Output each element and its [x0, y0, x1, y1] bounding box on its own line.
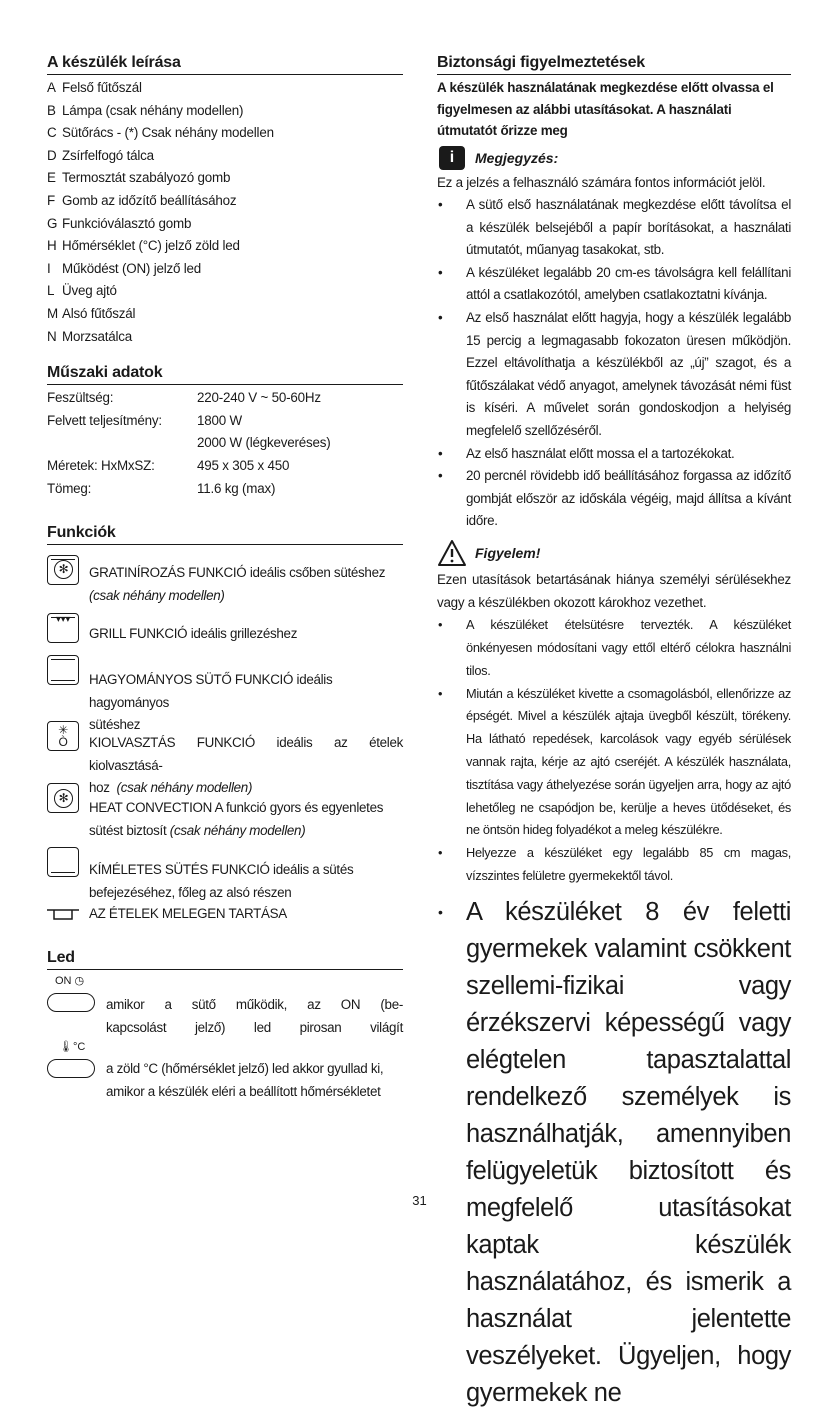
warning-bullets [437, 614, 791, 888]
safety-title: Biztonsági figyelmeztetések [437, 54, 791, 75]
function-keepwarm: AZ ÉTELEK MELEGEN TARTÁSA [47, 903, 403, 929]
spec-row: Tömeg: 11.6 kg (max) [47, 480, 276, 496]
list-item: • A sütő első használatának megkezdése előtt távolítsa el a készülék belsejéből a papír borításokat, a használati útmutatót, műanyag tasakokat, stb. [437, 194, 791, 262]
note-text: Ez a jelzés a felhasználó számára fontos információt jelöl. [437, 174, 766, 190]
function-gentle: KÍMÉLETES SÜTÉS FUNKCIÓ ideális a sütés befejezéséhez, főleg az alsó részen [47, 847, 403, 897]
function-traditional: HAGYOMÁNYOS SÜTŐ FUNKCIÓ ideális hagyományos sütéshez [47, 657, 403, 707]
list-item: • A készüléket legalább 20 cm-es távolságra kell felállítani attól a csatlakozótól, amelyben csatlakoztatni kívánja. [437, 262, 791, 307]
page-number: 31 [412, 1193, 427, 1208]
list-item: B Lámpa (csak néhány modellen) [47, 102, 244, 118]
list-item: • A készüléket ételsütésre tervezték. A készüléket önkényesen módosítani vagy ettől eltérő célokra használni tilos. [437, 614, 791, 682]
gentle-bake-icon [47, 847, 79, 877]
grill-icon: ▾▾▾ [47, 613, 79, 643]
list-item: A Felső fűtőszál [47, 80, 142, 95]
function-defrost: ✳ Ò KIOLVASZTÁS FUNKCIÓ ideális az ételek kiolvasztásá- hoz (csak néhány modellen) [47, 721, 403, 769]
warning-triangle-icon [437, 539, 467, 567]
spec-row: Felvett teljesítmény: 1800 W [47, 412, 242, 428]
list-item: • Helyezze a készüléket egy legalább 85 cm magas, vízszintes felületre gyermekektől távol. [437, 842, 791, 888]
spec-row: Méretek: HxMxSZ: 495 x 305 x 450 [47, 457, 290, 473]
convection-fan-icon: ✻ [47, 783, 79, 813]
left-column [47, 54, 403, 1102]
list-item: H Hőmérséklet (°C) jelző zöld led [47, 238, 240, 254]
list-item: G Funkcióválasztó gomb [47, 215, 192, 231]
function-gratin: ✻ GRATINÍROZÁS FUNKCIÓ ideális csőben sütéshez (csak néhány modellen) [47, 555, 403, 605]
list-item: L Üveg ajtó [47, 283, 117, 299]
warning-heading [437, 537, 791, 569]
list-item: F Gomb az időzítő beállításához [47, 192, 237, 208]
list-item: • Az első használat előtt hagyja, hogy a készülék legalább 15 percig a legmagasabb fokozaton üresen működjön. Ezzel eltávolíthatja a készülékből az „új” szagot, és a fűtőszálakat védő anyagot, amelynek távozását némi füst is kíséri. A művelet során gondoskodjon a helyiség megfelelő szellőzéséről. [437, 307, 791, 443]
right-column [437, 54, 791, 1412]
list-item: • Miután a készüléket kivette a csomagolásból, ellenőrizze az épségét. Mivel a készülék ajtaja üvegből készült, törékeny. Ha látható repedések, karcolások vagy egyéb sérülések vannak rajta, kérje az ajtó cseréjét. A készülék használata, tisztítása vagy áthelyezése során ügyeljen arra, hogy az ajtó lehetőleg ne csapódjon be, kerülje a heves ütődéseket, és ne öntsön hideg folyadékot a meleg készülékre. [437, 683, 791, 843]
function-grill: ▾▾▾ GRILL FUNKCIÓ ideális grillezéshez [47, 615, 403, 647]
list-item: I Működést (ON) jelző led [47, 260, 202, 276]
temperature-led-indicator [47, 1059, 95, 1078]
list-item: • Az első használat előtt mossa el a tartozékokat. [437, 443, 791, 466]
info-icon: i [439, 146, 465, 170]
list-item: E Termosztát szabályozó gomb [47, 170, 231, 186]
safety-intro: A készülék használatának megkezdése előtt olvassa el figyelmesen az alábbi utasításokat. A használati útmutatót őrizze meg [437, 80, 774, 138]
list-item: • 20 percnél rövidebb idő beállításához forgassa az időzítő gombját először az időskála végéig, majd állítsa a kívánt időre. [437, 465, 791, 533]
on-caption: ON ◷ [55, 975, 85, 988]
traditional-oven-icon [47, 655, 79, 685]
on-led-indicator [47, 993, 95, 1012]
led-section: ON ◷ amikor a sütő működik, az ON (be- kapcsolást jelző) led pirosan világít 🌡°C a zöld °C (hőmérséklet jelző) led akkor gyullad ki, amikor a készülék eléri a beállított hőmérsékletet [47, 972, 403, 1102]
spec-row: Feszültség: 220-240 V ~ 50-60Hz [47, 390, 321, 406]
list-item: M Alsó fűtőszál [47, 305, 136, 321]
note-bullets [437, 194, 791, 533]
functions-title: Funkciók [47, 524, 403, 545]
gratin-icon: ✻ [47, 555, 79, 585]
note-heading [437, 144, 791, 172]
warning-text: Ezen utasítások betartásának hiánya személyi sérülésekhez vagy a készülékben okozott károkhoz vezethet. [437, 572, 791, 610]
list-item: N Morzsatálca [47, 328, 132, 344]
specs-title: Műszaki adatok [47, 364, 403, 385]
list-item: C Sütőrács - (*) Csak néhány modellen [47, 125, 274, 141]
specs-table [47, 387, 403, 500]
function-convection: ✻ HEAT CONVECTION A funkció gyors és egyenletes sütést biztosít (csak néhány modellen) [47, 785, 403, 833]
note-label: Megjegyzés: [475, 149, 559, 166]
list-item: D Zsírfelfogó tálca [47, 147, 154, 163]
spec-row: 2000 W (légkeveréses) [197, 435, 331, 451]
led-title: Led [47, 949, 403, 970]
keep-warm-pot-icon [47, 906, 79, 922]
warning-label: Figyelem! [475, 545, 541, 561]
description-title: A készülék leírása [47, 54, 403, 75]
children-warning-bullet: • A készüléket 8 év feletti gyermekek valamint csökkent szellemi-fizikai vagy érzékszervi képességű vagy elégtelen tapasztalattal rendelkező személyek is használhatják, amennyiben felügyeletük biztosított és megfelelő utasításokat kaptak készülék használatához, és ismerik a használat jelentette veszélyeket. Ügyeljen, hogy gyermekek ne [437, 894, 791, 1412]
defrost-icon: ✳ Ò [47, 721, 79, 751]
temp-caption: 🌡°C [59, 1041, 86, 1054]
parts-list [47, 77, 403, 348]
